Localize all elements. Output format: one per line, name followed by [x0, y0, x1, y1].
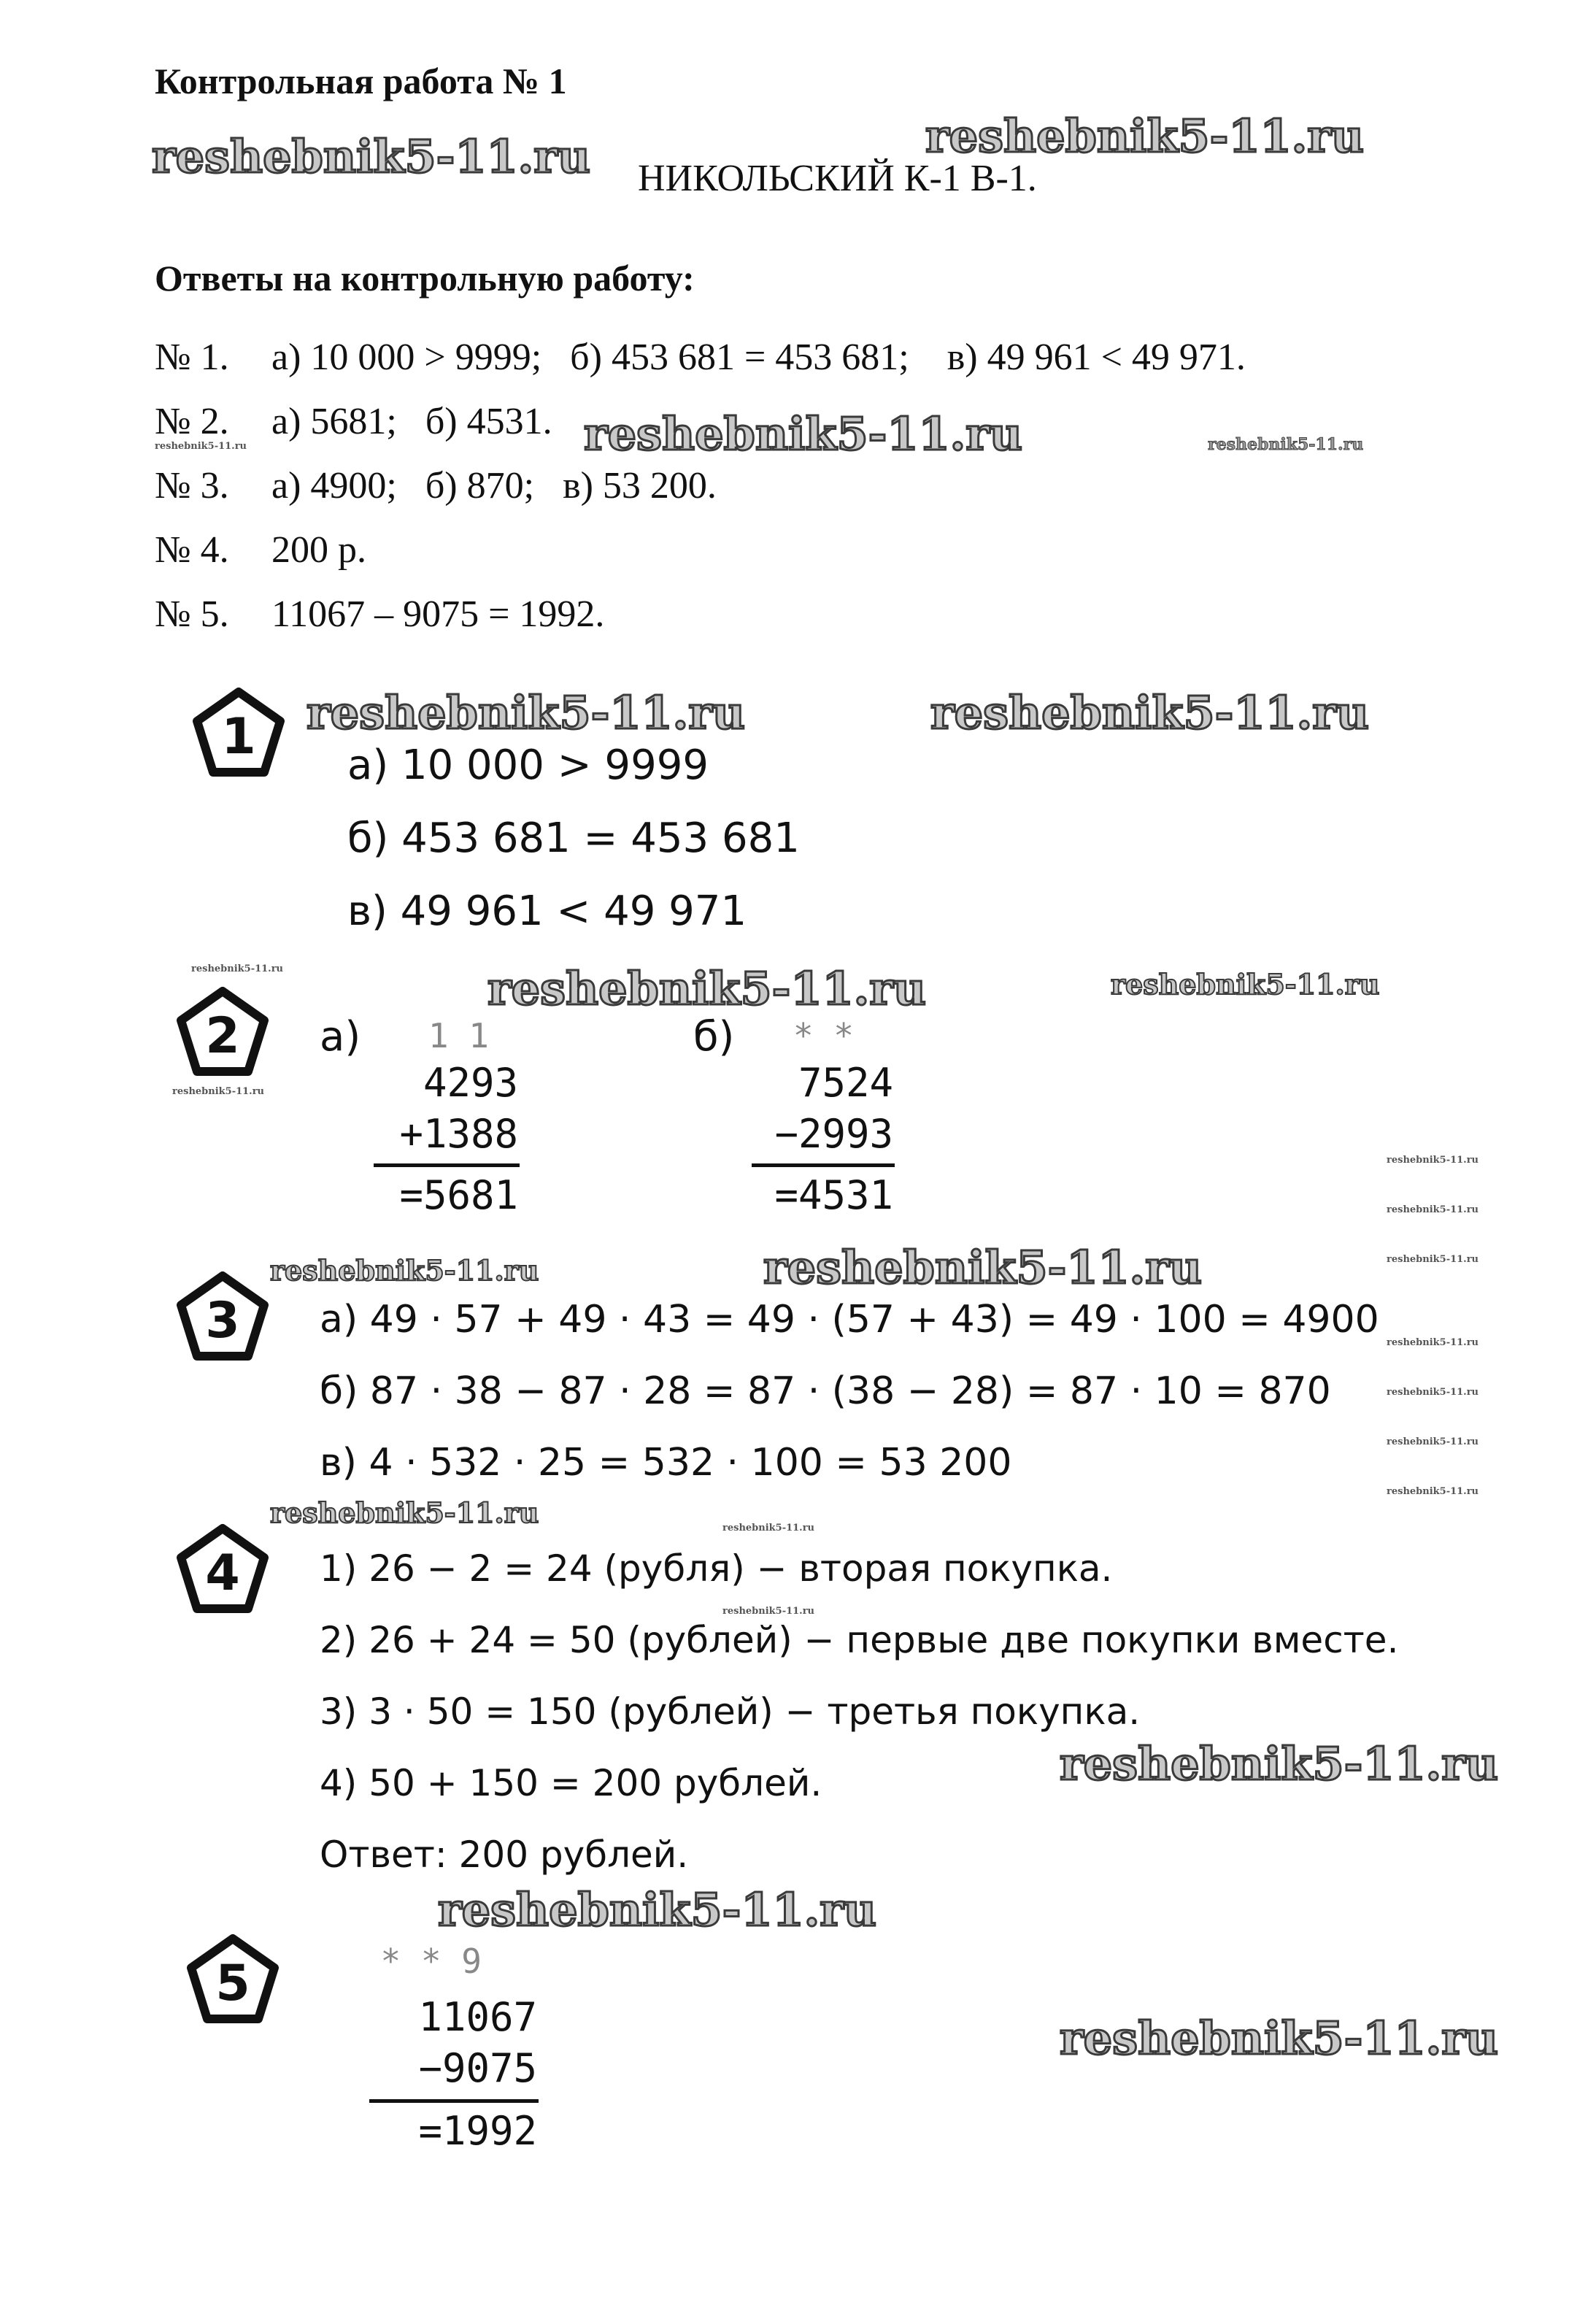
watermark: reshebnik5-11.ru	[191, 963, 284, 974]
task-4-line: 4) 50 + 150 = 200 рублей.	[320, 1762, 822, 1804]
watermark: reshebnik5-11.ru	[1387, 1337, 1479, 1348]
task-2a-rule	[374, 1163, 520, 1167]
task-4-line: 2) 26 + 24 = 50 (рублей) − первые две покупки вместе.	[320, 1619, 1399, 1661]
svg-text:4: 4	[205, 1544, 240, 1602]
task-1-line: в) 49 961 < 49 971	[347, 888, 747, 935]
watermark: reshebnik5-11.ru	[722, 1523, 815, 1534]
task-4-line: 3) 3 · 50 = 150 (рублей) − третья покупка.	[320, 1690, 1141, 1733]
task-2a-second: +1388	[399, 1111, 518, 1157]
pentagon-icon	[175, 1270, 270, 1365]
task-1-line: б) 453 681 = 453 681	[347, 815, 800, 862]
task-5-rule	[369, 2099, 539, 2103]
watermark: reshebnik5-11.ru	[763, 1241, 1202, 1294]
summary-number: № 4.	[155, 529, 229, 571]
task-2a-top: 4293	[423, 1060, 518, 1106]
watermark: reshebnik5-11.ru	[925, 109, 1364, 163]
page-title: Контрольная работа № 1	[155, 61, 567, 101]
task-2b-second: −2993	[774, 1111, 893, 1157]
summary-number: № 3.	[155, 465, 229, 507]
watermark: reshebnik5-11.ru	[438, 1883, 876, 1936]
svg-text:1: 1	[221, 708, 256, 766]
watermark: reshebnik5-11.ru	[584, 407, 1022, 461]
task-2-badge	[175, 985, 270, 1083]
task-5-carry: * * 9	[380, 1942, 482, 1981]
svg-text:3: 3	[205, 1292, 240, 1350]
task-5-result: =1992	[418, 2108, 537, 2154]
task-4-answer: Ответ: 200 рублей.	[320, 1834, 689, 1876]
pentagon-icon	[191, 686, 286, 781]
pentagon-icon	[185, 1933, 280, 2028]
watermark: reshebnik5-11.ru	[307, 686, 745, 739]
watermark: reshebnik5-11.ru	[270, 1254, 539, 1287]
summary-number: № 1.	[155, 336, 229, 378]
task-2b-top: 7524	[798, 1060, 893, 1106]
summary-answer: а) 4900; б) 870; в) 53 200.	[271, 465, 717, 507]
watermark: reshebnik5-11.ru	[1060, 1737, 1498, 1790]
task-3-badge	[175, 1270, 270, 1368]
task-2b-label: б)	[693, 1013, 735, 1061]
task-2a-carry: 1 1	[428, 1016, 489, 1055]
task-2b-rule	[752, 1163, 895, 1167]
watermark: reshebnik5-11.ru	[155, 441, 247, 452]
watermark: reshebnik5-11.ru	[172, 1086, 265, 1097]
task-2b-result: =4531	[774, 1172, 893, 1218]
watermark: reshebnik5-11.ru	[1387, 1155, 1479, 1166]
task-1-badge	[191, 686, 286, 784]
answers-heading: Ответы на контрольную работу:	[155, 258, 695, 299]
watermark: reshebnik5-11.ru	[487, 962, 926, 1015]
task-3-line: в) 4 · 532 · 25 = 532 · 100 = 53 200	[320, 1441, 1012, 1485]
watermark: reshebnik5-11.ru	[1111, 968, 1380, 1001]
watermark: reshebnik5-11.ru	[1208, 435, 1364, 454]
subtitle: НИКОЛЬСКИЙ К-1 В-1.	[638, 158, 1037, 199]
watermark: reshebnik5-11.ru	[722, 1606, 815, 1617]
watermark: reshebnik5-11.ru	[930, 686, 1369, 739]
svg-text:5: 5	[215, 1955, 250, 2012]
task-2b-carry: * *	[793, 1016, 854, 1055]
watermark: reshebnik5-11.ru	[1387, 1486, 1479, 1497]
summary-number: № 5.	[155, 593, 229, 635]
task-5-top: 11067	[418, 1994, 537, 2040]
summary-answer: 200 р.	[271, 529, 366, 571]
summary-number: № 2.	[155, 401, 229, 442]
watermark: reshebnik5-11.ru	[152, 130, 590, 183]
task-2a-result: =5681	[399, 1172, 518, 1218]
task-4-line: 1) 26 − 2 = 24 (рубля) − вторая покупка.	[320, 1547, 1113, 1590]
watermark: reshebnik5-11.ru	[1387, 1436, 1479, 1447]
watermark: reshebnik5-11.ru	[1387, 1204, 1479, 1215]
pentagon-icon	[175, 985, 270, 1080]
task-3-line: а) 49 · 57 + 49 · 43 = 49 · (57 + 43) = 49 · 100 = 4900	[320, 1298, 1379, 1342]
watermark: reshebnik5-11.ru	[1060, 2012, 1498, 2065]
summary-answer: 11067 – 9075 = 1992.	[271, 593, 605, 635]
summary-answer: а) 5681; б) 4531.	[271, 401, 552, 442]
svg-text:2: 2	[205, 1007, 240, 1065]
watermark: reshebnik5-11.ru	[1387, 1254, 1479, 1265]
watermark: reshebnik5-11.ru	[1387, 1387, 1479, 1398]
task-1-line: а) 10 000 > 9999	[347, 742, 709, 789]
watermark: reshebnik5-11.ru	[270, 1496, 539, 1529]
pentagon-icon	[175, 1523, 270, 1617]
summary-answer: а) 10 000 > 9999; б) 453 681 = 453 681; в) 49 961 < 49 971.	[271, 336, 1246, 378]
task-2a-label: а)	[320, 1013, 361, 1061]
task-5-second: −9075	[418, 2045, 537, 2091]
task-4-badge	[175, 1523, 270, 1620]
task-3-line: б) 87 · 38 − 87 · 28 = 87 · (38 − 28) = 87 · 10 = 870	[320, 1369, 1331, 1413]
task-5-badge	[185, 1933, 280, 2031]
